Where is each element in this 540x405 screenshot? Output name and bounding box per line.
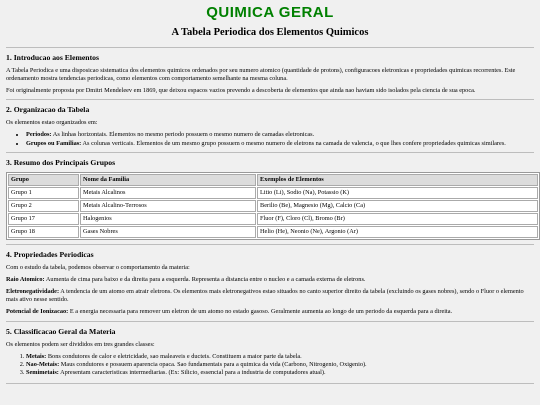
table-cell: Metais Alcalino-Terrosos: [80, 200, 256, 212]
list-item: [26, 369, 534, 377]
section-summary: [6, 158, 534, 240]
numbered-list: [6, 353, 534, 378]
list-term: Metais:: [26, 352, 47, 360]
table-cell: Helio (He), Neonio (Ne), Argonio (Ar): [257, 226, 538, 238]
property-paragraph: [6, 276, 534, 284]
table-cell: Grupo 2: [8, 200, 79, 212]
paragraph: Foi originalmente proposta por Dmitri Mendeleev em 1869, que deixou espacos vazios prevendo a descoberta de elementos que ainda nao haviam sido isolados pela ciencia de sua epoca.: [6, 86, 476, 94]
property-paragraph: [6, 288, 534, 304]
divider: [6, 244, 534, 245]
divider: [6, 383, 534, 384]
table-cell: Litio (Li), Sodio (Na), Potassio (K): [257, 187, 538, 199]
list-text: As colunas verticais. Elementos de um mesmo grupo possuem o mesmo numero de eletrons na camada de valencia, o que lhes confere propriedades quimicas similares.: [81, 139, 506, 147]
column-header: Nome da Familia: [80, 174, 256, 186]
section-classification: [6, 327, 534, 378]
table-row: [8, 187, 538, 199]
column-header: Grupo: [8, 174, 79, 186]
table-cell: Grupo 17: [8, 213, 79, 225]
property-term: Potencial de Ionizacao:: [6, 308, 69, 316]
table-cell: Halogenios: [80, 213, 256, 225]
list-item: [26, 140, 534, 148]
list-text: Apresentam caracteristicas intermediarias. (Ex: Silicio, essencial para a industria de computadores atual).: [58, 369, 326, 377]
divider: [6, 99, 534, 100]
list-text: Bons condutores de calor e eletricidade, sao maleaveis e ducteis. Constituem a maior parte da tabela.: [46, 352, 302, 360]
bullet-list: [6, 131, 534, 147]
paragraph: A Tabela Periodica e uma disposicao sistematica dos elementos quimicos ordenados por seu numero atomico (quantidade de protons), configuracoes eletronicas e propriedades quimicas recorrentes. Este ordenamento mostra tendencias periodicas, como elementos com comportamento semelhante na mesma coluna.: [6, 66, 516, 82]
list-text: As linhas horizontais. Elementos no mesmo periodo possuem o mesmo numero de camadas eletronicas.: [51, 131, 315, 139]
table-cell: Grupo 1: [8, 187, 79, 199]
list-item: [26, 131, 534, 139]
list-item: [26, 361, 534, 369]
property-paragraph: [6, 308, 534, 316]
column-header: Exemplos de Elementos: [257, 174, 538, 186]
property-term: Eletronegatividade:: [6, 288, 60, 296]
property-term: Raio Atomico:: [6, 275, 45, 283]
divider: [6, 152, 534, 153]
divider: [6, 47, 534, 48]
paragraph: Os elementos estao organizados em:: [6, 119, 98, 127]
table-cell: Berilio (Be), Magnesio (Mg), Calcio (Ca): [257, 200, 538, 212]
list-item: [26, 353, 534, 361]
site-title: QUIMICA GERAL: [206, 4, 334, 21]
paragraph: Os elementos podem ser divididos em tres grandes classes:: [6, 340, 155, 348]
list-text: Maus condutores e possuem aparencia opaca. Sao fundamentais para a quimica da vida (Carbono, Nitrogenio, Oxigenio).: [59, 360, 367, 368]
divider: [6, 321, 534, 322]
list-term: Nao-Metais:: [26, 360, 60, 368]
section-heading: 3. Resumo dos Principais Grupos: [6, 157, 116, 167]
section-heading: 5. Classificacao Geral da Materia: [6, 326, 116, 336]
section-heading: 2. Organizacao da Tabela: [6, 105, 90, 115]
list-term: Grupos ou Familias:: [26, 139, 82, 147]
section-properties: [6, 250, 534, 317]
groups-table: [6, 172, 540, 240]
list-term: Semimetais:: [26, 369, 59, 377]
property-text: A tendencia de um atomo em atrair eletrons. Os elementos mais eletronegativos estao situados no canto superior direito da tabela (excluindo os gases nobres), sendo o Fluor o elemento mais ativo nesse sentido.: [6, 288, 524, 304]
table-row: [8, 226, 538, 238]
table-cell: Gases Nobres: [80, 226, 256, 238]
property-text: Aumenta de cima para baixo e da direita para a esquerda. Representa a distancia entre o nucleo e a camada externa de eletrons.: [44, 275, 366, 283]
table-row: [8, 213, 538, 225]
table-cell: Metais Alcalinos: [80, 187, 256, 199]
property-text: E a energia necessaria para remover um eletron de um atomo no estado gasoso. Geralmente aumenta ao longo de um periodo da esquerda para a direita.: [68, 308, 453, 316]
section-heading: 1. Introducao aos Elementos: [6, 52, 99, 62]
page-subtitle: A Tabela Periodica dos Elementos Quimicos: [171, 27, 369, 38]
list-term: Periodos:: [26, 131, 52, 139]
table-header-row: [8, 174, 538, 186]
paragraph: Com o estudo da tabela, podemos observar o comportamento da materia:: [6, 263, 190, 271]
section-introduction: [6, 53, 534, 96]
table-cell: Fluor (F), Cloro (Cl), Bromo (Br): [257, 213, 538, 225]
table-cell: Grupo 18: [8, 226, 79, 238]
table-row: [8, 200, 538, 212]
section-organization: [6, 105, 534, 148]
section-heading: 4. Propriedades Periodicas: [6, 249, 94, 259]
